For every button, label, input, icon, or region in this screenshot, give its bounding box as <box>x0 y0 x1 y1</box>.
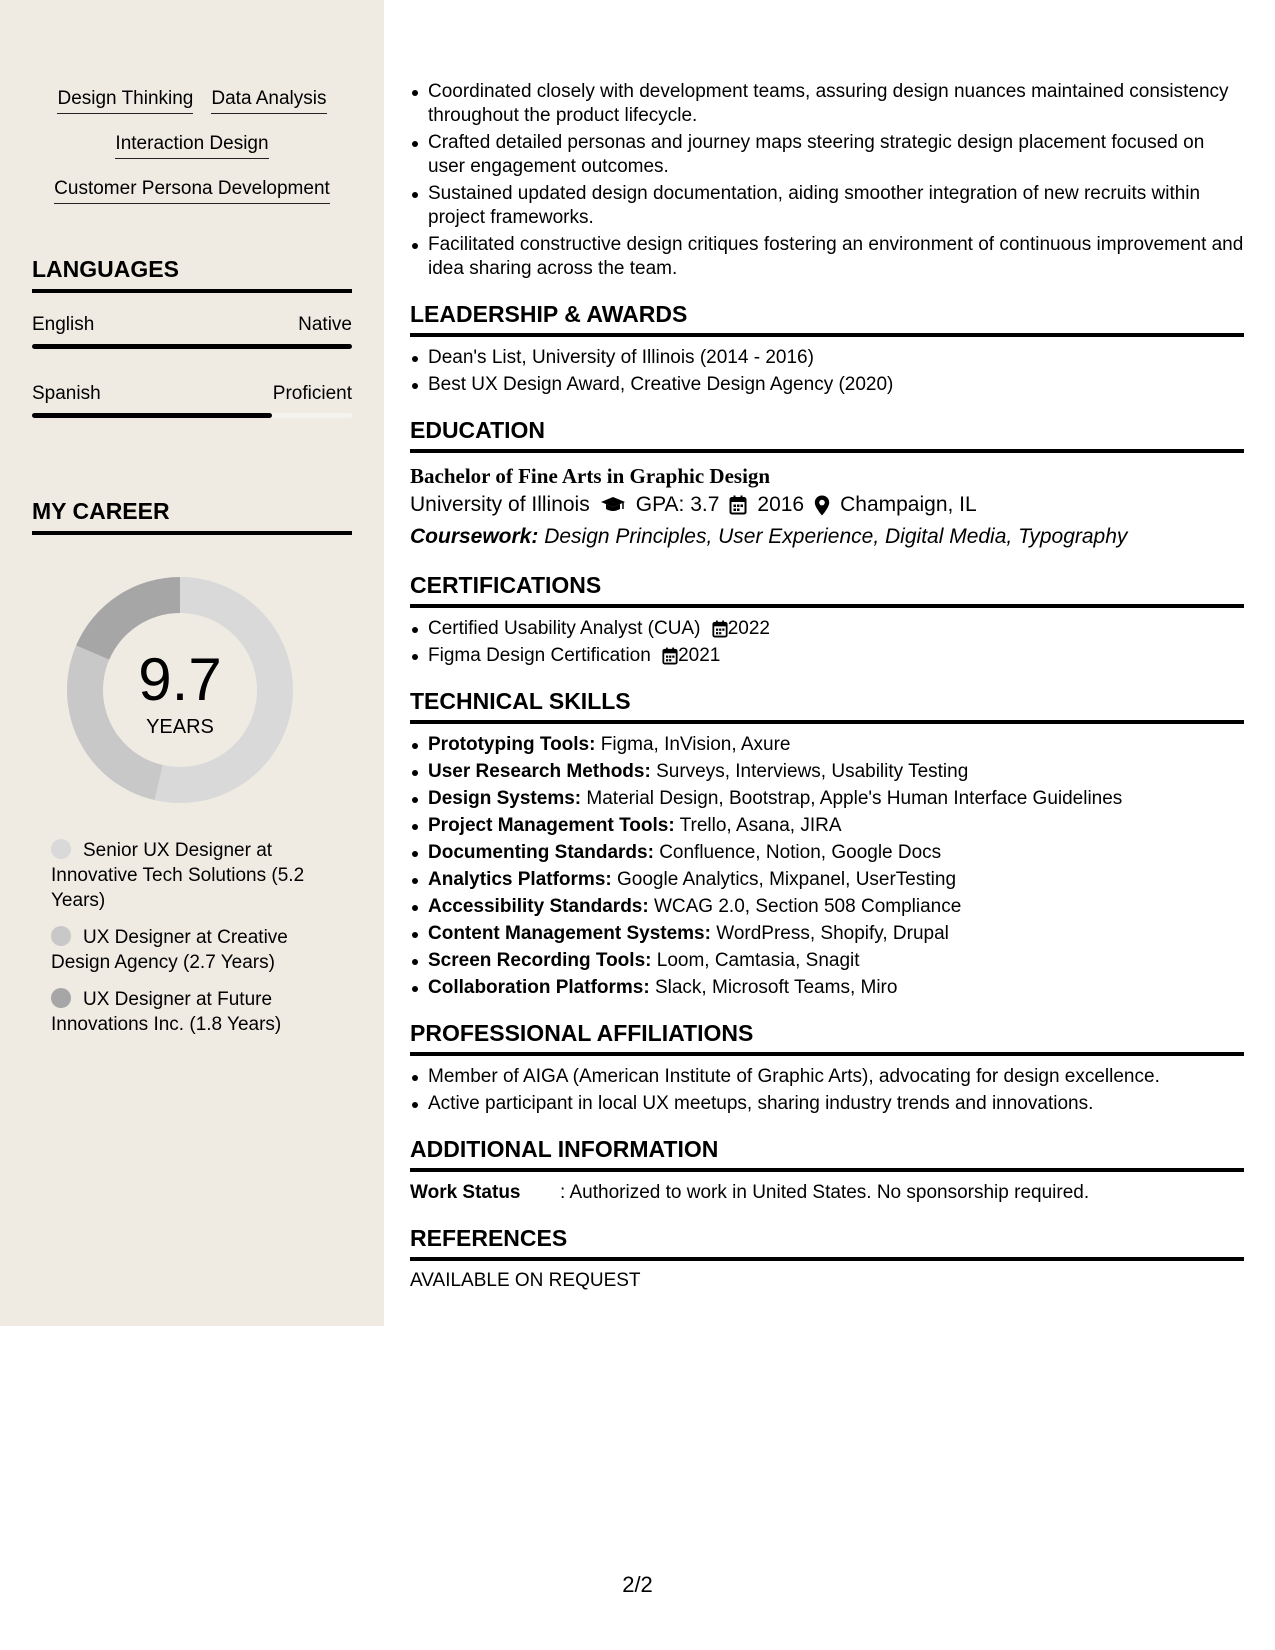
career-legend-dot <box>51 926 71 946</box>
education-meta <box>410 490 1244 520</box>
technical-skill-item <box>428 841 1244 865</box>
technical-skill-value: Surveys, Interviews, Usability Testing <box>656 761 969 782</box>
career-total-value: 9.7 <box>138 646 222 713</box>
technical-skill-item <box>428 787 1244 811</box>
technical-skill-value: Figma, InVision, Axure <box>600 734 791 755</box>
calendar-icon <box>712 620 728 638</box>
technical-skill-label: Screen Recording Tools: <box>428 950 652 971</box>
coursework-value: Design Principles, User Experience, Digital Media, Typography <box>544 525 1128 548</box>
education-heading: EDUCATION <box>410 417 1244 453</box>
sidebar <box>0 0 384 1326</box>
work-status-value: : Authorized to work in United States. No sponsorship required. <box>560 1182 1090 1203</box>
language-bar-fill <box>32 413 272 418</box>
technical-skill-value: WordPress, Shopify, Drupal <box>716 923 949 944</box>
career-item <box>51 925 331 975</box>
technical-skill-item <box>428 949 1244 973</box>
leadership-list <box>410 346 1244 397</box>
experience-bullet: Sustained updated design documentation, aiding smoother integration of new recruits within project frameworks. <box>428 182 1244 230</box>
leadership-heading: LEADERSHIP & AWARDS <box>410 301 1244 337</box>
certification-name: Figma Design Certification <box>428 645 651 666</box>
language-name: Spanish <box>32 383 101 404</box>
language-bar <box>32 413 352 418</box>
technical-skill-value: Slack, Microsoft Teams, Miro <box>654 977 898 998</box>
technical-skill-value: Material Design, Bootstrap, Apple's Human Interface Guidelines <box>586 788 1123 809</box>
work-status-row <box>410 1181 1244 1205</box>
languages-heading: LANGUAGES <box>32 256 352 293</box>
language-bar-fill <box>32 344 352 349</box>
work-status-label: Work Status <box>410 1182 521 1203</box>
page-number: 2/2 <box>622 1572 653 1597</box>
leadership-item: Best UX Design Award, Creative Design Agency (2020) <box>428 373 1244 397</box>
certification-date <box>712 618 770 639</box>
language-row <box>32 314 352 336</box>
skill-tag: Data Analysis <box>211 88 326 114</box>
experience-bullet: Facilitated constructive design critiques fostering an environment of continuous improvement and idea sharing across the team. <box>428 234 1244 279</box>
technical-skill-label: User Research Methods: <box>428 761 651 782</box>
technical-skill-item <box>428 814 1244 838</box>
education-degree: Bachelor of Fine Arts in Graphic Design <box>410 464 771 488</box>
references-text: AVAILABLE ON REQUEST <box>410 1270 641 1291</box>
certifications-list <box>410 617 1244 668</box>
leadership-item: Dean's List, University of Illinois (2014 - 2016) <box>428 346 1244 370</box>
map-pin-icon <box>814 495 830 516</box>
career-legend-dot <box>51 839 71 859</box>
certification-year: 2021 <box>678 645 721 666</box>
technical-skills-list <box>410 733 1244 1000</box>
technical-skill-label: Analytics Platforms: <box>428 869 612 890</box>
certification-date <box>662 645 720 666</box>
skills-row <box>0 133 384 159</box>
main-content <box>410 80 1244 1292</box>
career-item-label: Senior UX Designer at Innovative Tech Solutions (5.2 Years) <box>51 840 305 911</box>
skills-row <box>0 88 384 114</box>
experience-bullet: Crafted detailed personas and journey maps steering strategic design placement focused on user engagement outcomes. <box>428 131 1244 179</box>
affiliations-heading: PROFESSIONAL AFFILIATIONS <box>410 1020 1244 1056</box>
education-location: Champaign, IL <box>840 493 977 516</box>
technical-skill-label: Design Systems: <box>428 788 582 809</box>
technical-skills-heading: TECHNICAL SKILLS <box>410 688 1244 724</box>
career-heading: MY CAREER <box>32 498 352 535</box>
experience-bullet: Coordinated closely with development teams, assuring design nuances maintained consistency throughout the product lifecycle. <box>428 80 1244 128</box>
skill-tag: Customer Persona Development <box>54 178 330 204</box>
technical-skill-label: Content Management Systems: <box>428 923 711 944</box>
career-item <box>51 987 331 1037</box>
technical-skill-value: Trello, Asana, JIRA <box>679 815 842 836</box>
career-item-label: UX Designer at Future Innovations Inc. (1.8 Years) <box>51 989 282 1035</box>
additional-info-heading: ADDITIONAL INFORMATION <box>410 1136 1244 1172</box>
technical-skill-label: Collaboration Platforms: <box>428 977 650 998</box>
technical-skill-item <box>428 868 1244 892</box>
technical-skill-label: Documenting Standards: <box>428 842 654 863</box>
technical-skill-label: Accessibility Standards: <box>428 896 649 917</box>
technical-skill-label: Prototyping Tools: <box>428 734 596 755</box>
technical-skill-item <box>428 895 1244 919</box>
technical-skill-item <box>428 733 1244 757</box>
career-item <box>51 838 331 913</box>
technical-skill-item <box>428 760 1244 784</box>
skill-tag: Design Thinking <box>57 88 193 114</box>
technical-skill-item <box>428 922 1244 946</box>
certification-name: Certified Usability Analyst (CUA) <box>428 618 701 639</box>
affiliations-list <box>410 1065 1244 1116</box>
graduation-cap-icon <box>600 496 626 514</box>
affiliation-item: Active participant in local UX meetups, sharing industry trends and innovations. <box>428 1092 1244 1116</box>
career-legend-dot <box>51 988 71 1008</box>
certifications-heading: CERTIFICATIONS <box>410 572 1244 608</box>
certification-item <box>428 644 1244 668</box>
technical-skill-item <box>428 976 1244 1000</box>
career-list <box>51 838 331 1049</box>
education-year: 2016 <box>757 493 805 516</box>
education-school: University of Illinois <box>410 493 590 516</box>
calendar-icon <box>662 647 678 665</box>
language-level: Proficient <box>272 383 352 404</box>
education-gpa: GPA: 3.7 <box>635 493 720 516</box>
technical-skill-label: Project Management Tools: <box>428 815 675 836</box>
language-level: Native <box>298 314 352 335</box>
language-name: English <box>32 314 95 335</box>
experience-bullets <box>410 80 1244 281</box>
affiliation-item: Member of AIGA (American Institute of Graphic Arts), advocating for design excellence. <box>428 1065 1244 1089</box>
donut-center <box>67 645 293 739</box>
career-total-unit: YEARS <box>146 716 214 738</box>
coursework-label: Coursework: <box>410 525 539 548</box>
language-bar <box>32 344 352 349</box>
certification-item <box>428 617 1244 641</box>
certification-year: 2022 <box>727 618 770 639</box>
language-row <box>32 383 352 405</box>
education-coursework <box>410 522 1244 552</box>
technical-skill-value: Google Analytics, Mixpanel, UserTesting <box>617 869 957 890</box>
technical-skill-value: WCAG 2.0, Section 508 Compliance <box>653 896 962 917</box>
career-item-label: UX Designer at Creative Design Agency (2.7 Years) <box>51 927 288 973</box>
references-heading: REFERENCES <box>410 1225 1244 1261</box>
technical-skill-value: Confluence, Notion, Google Docs <box>659 842 942 863</box>
skills-row <box>0 178 384 204</box>
technical-skill-value: Loom, Camtasia, Snagit <box>656 950 860 971</box>
skill-tag: Interaction Design <box>115 133 268 159</box>
calendar-icon <box>729 495 747 515</box>
